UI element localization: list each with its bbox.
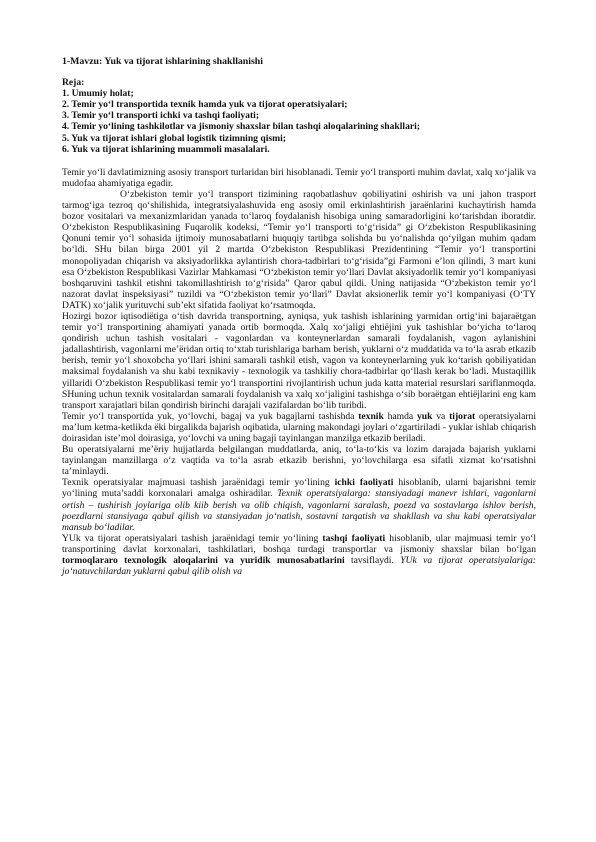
italic-text: Texnik operatsiyalarga: stansiyadagi manevr ishlari, vagonlarni ortish – tushirish joylariga olib kiib berish va olib chiqish, vagonlarni saralash, poezd va sostavlarga ishlov berish, poezdlarni stansiyaga qabul qilish va stansiyadan jo‘natish, sostavni tarqatish va shakllash va shu kabi operatsiyalar mansub bo‘ladilar.: [62, 488, 536, 533]
text-run: operatsiyalarni ma’lum ketma-ketlikda ёki birgalikda bajarish oqibatida, ularning makondagi joylari o‘zgartiriladi - yuklar ishlab chiqarish doirasidan iste’mol doirasiga, yo‘lovchi va uning bagaji tayinlangan manzilga etkazib beriladi.: [62, 410, 537, 444]
plan-item: 1. Umumiy holat;: [62, 88, 134, 100]
paragraph-technical: [62, 477, 536, 532]
text-run: tavsiflaydi.: [344, 555, 401, 567]
plan-item: 4. Temir yo‘lining tashkilotlar va jismoniy shaxslar bilan tashqi aloqalarining shakllari;: [62, 121, 420, 133]
plan-list: [62, 88, 536, 155]
paragraph-operations: [62, 411, 536, 444]
bold-term: ichki faoliyati: [334, 477, 394, 489]
text-run: va: [432, 410, 450, 422]
plan-item: 5. Yuk va tijorat ishlari global logistik tizimning qismi;: [62, 132, 286, 144]
text-run: hisoblanib, ular majmuasi temir yo‘l transportining davlat korxonalari, tashkilatlari, boshqa turdagi transportlar va jismoniy shaxslar bilan bo‘lgan: [62, 532, 536, 555]
text-run: hisoblanib, ularni bajarishni temir yo‘lining muta’saddi korxonalari amalga oshiradilar.: [62, 477, 536, 500]
paragraph-intro: Temir yo‘li davlatimizning asosiy transport turlaridan biri hisoblanadi. Temir yo‘l transporti muhim davlat, xalq xo‘jalik va mudofaa ahamiyatiga egadir.: [62, 166, 536, 189]
bold-term: texnik: [358, 410, 384, 422]
plan-heading: Reja:: [62, 77, 85, 89]
topic-title: 1-Mavzu: Yuk va tijorat ishlarining shakllanishi: [62, 56, 263, 67]
plan-item: 2. Temir yo‘l transportida texnik hamda yuk va tijorat operatsiyalari;: [62, 99, 348, 111]
bold-term: yuk: [416, 410, 433, 422]
text-run: Texnik operatsiyalar majmuasi tashish jaraёnidagi temir yo‘lining: [62, 477, 335, 489]
bold-term: tormoqlararo texnologik aloqalarini va yuridik munosabatlarini: [62, 555, 345, 567]
paragraph-economy: Hozirgi bozor iqtisodiёtiga o‘tish davrida transportning, ayniqsa, yuk tashish ishlarining yarmidan ortig‘ini bajaraёtgan temir yo‘l transportining ahamiyati yanada ortib bormoqda. Xalq xo‘jaligi ehtiёjini yuk tashishlar bo‘yicha to‘laroq qondirish uchun tashish vositalari - vagonlardan va konteynerlardan samarali foydalanish, vagon aylanishini jadallashtirish, vagonlarni me’ёridan ortiq to‘xtab turishlariga barham berish, yuklarni o‘z muddatida va to‘la asrab etkazib berish, temir yo‘l shoxobcha yo‘llari ishini samarali tashkil etish, vagon va konteynerlarning yuk ko‘tarish qobiliyatidan maksimal foydalanish va shu kabi texnikaviy - texnologik va tashkiliy chora-tadbirlar qo‘llash kerak bo‘ladi. Mustaqillik yillaridi O‘zbekiston Respublikasi temir yo‘l transportini rivojlantirish uchun juda katta material resurslari sariflanmoqda. SHuning uchun texnik vositalardan samarali foydalanish va xalq xo‘jaligini tashishga o‘sib boraёtgan ehtiёjlarini eng kam transport xarajatlari bilan qondirish birinchi darajali vazifalardan bo‘lib turibdi.: [62, 310, 536, 411]
plan-item: 3. Temir yo‘l transporti ichki va tashqi faoliyati;: [62, 110, 260, 122]
bold-term: tashqi faoliyati: [322, 532, 386, 544]
paragraph-deadlines: Bu operatsiyalarni me’ёriy hujjatlarda belgilangan muddatlarda, aniq, to‘la-to‘kis va lozim darajada bajarish yuklarni tayinlangan manzillarga o‘z vaqtida va to‘la asrab etkazib berishni, yo‘lovchilarga esa sifatli xizmat ko‘rsatishni ta’minlaydi.: [62, 444, 536, 478]
bold-term: tijorat: [449, 410, 476, 422]
document-page: [62, 56, 536, 577]
text-run: hamda: [383, 410, 417, 422]
text-run: Temir yo‘l transportida yuk, yo‘lovchi, bagaj va yuk bagajlarni tashishda: [62, 410, 359, 422]
paragraph-legal: O‘zbekiston temir yo‘l transport tizimining raqobatlashuv qobiliyatini oshirish va uni jahon trasport tarmog‘iga tezroq qo‘shilishida, integratsiyalashuvida eng asosiy omil erkinlashtirish jaraёnlarini kuchaytirish hamda bozor vositalari va mexanizmlaridan yanada to‘laroq foydalanish hisobiga uning samaradorligini ko‘tarishdan iboratdir. O‘zbekiston Respublikasining Fuqarolik kodeksi, “Temir yo‘l transporti to‘g‘risida” gi O‘zbekiston Respublikasining Qonuni temir yo‘l sohasida ijtimoiy munosabatlarni huquqiy tartibga solishda bu yo‘nalishda qo‘yilgan muhim qadam bo‘ldi. SHu bilan birga 2001 yil 2 martda O‘zbekiston Respublikasi Prezidentining “Temir yo‘l transportini monopoliyadan chiqarish va aksiyadorlikka aylantirish chora-tadbirlari to‘g‘risida”gi Farmoni e’lon qilindi, 3 mart kuni esa O‘zbekiston Respublikasi Vazirlar Mahkamasi “O‘zbekiston temir yo‘llari Davlat aksiyadorlik temir yo‘l kompaniyasi boshqaruvini tashkil etishni takomillashtirish to‘g‘risida” Qaror qabul qildi. Uning natijasida “O‘zbekiston temir yo‘l nazorat davlat inspeksiyasi” tuzildi va “O‘zbekiston temir yo‘llari” Davlat aksionerlik temir yo‘l kompaniyasi (O‘TY DATK) xo‘jalik yurituvchi sub’ekt sifatida faoliyat ko‘rsatmoqda.: [62, 188, 536, 311]
plan-item: 6. Yuk va tijorat ishlarining muammoli masalalari.: [62, 143, 270, 155]
paragraph-commercial: [62, 533, 536, 577]
text-run: YUk va tijorat operatsiyalari tashish jaraёnidagi temir yo‘lining: [62, 532, 323, 544]
italic-text: YUk va tijorat operatsiyalariga: jo‘natuvchilardan yuklarni qabul qilib olish va: [62, 555, 536, 578]
